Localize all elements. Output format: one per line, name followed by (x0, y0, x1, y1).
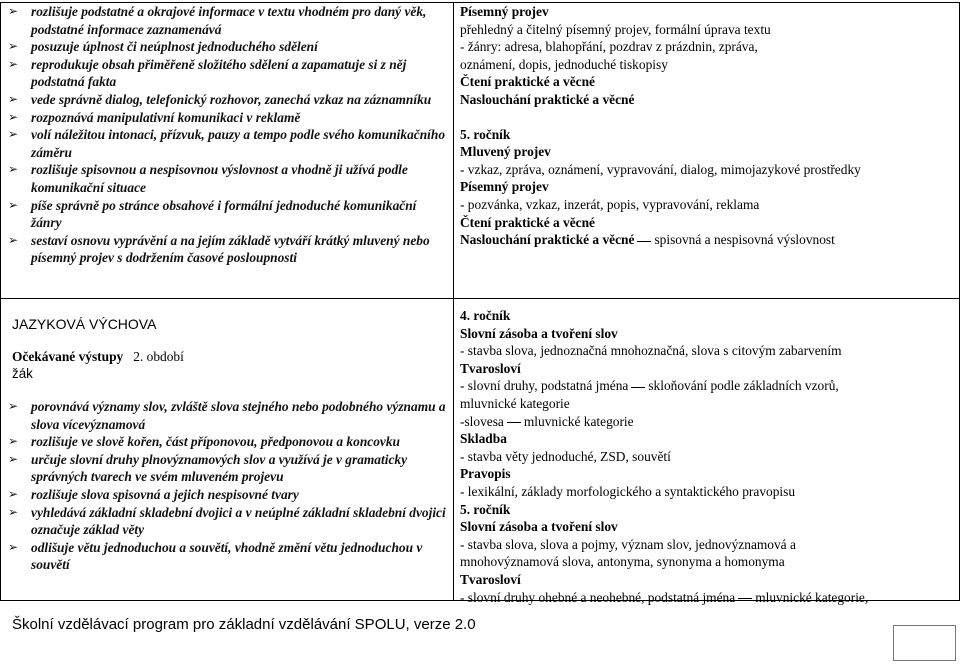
spacer (12, 334, 448, 348)
arrow-bullet-icon: ➢ (8, 504, 19, 519)
list-item: ➢ vede správně dialog, telefonický rozhovor, zanechá vzkaz na záznamníku (8, 91, 432, 107)
heading-naslouchani: Naslouchání praktické a věcné (460, 91, 635, 107)
heading-tvaroslovi-2: Tvarosloví (460, 571, 521, 587)
heading-slovni-zasoba: Slovní zásoba a tvoření slov (460, 325, 618, 341)
left-bottom-list-cell (2, 398, 448, 574)
dash-line (631, 387, 645, 388)
right-bottom-cell (460, 307, 956, 606)
arrow-bullet-icon: ➢ (8, 4, 19, 18)
heading-naslouchani-2: Naslouchání praktické a věcné (460, 232, 635, 248)
list-item: ➢ rozlišuje podstatné a okrajové informace v textu vhodném pro daný věk, podstatné informace zaznamenává (8, 4, 427, 37)
heading-cteni-2: Čtení praktické a věcné (460, 214, 595, 230)
heading-mluveny-projev: Mluvený projev (460, 144, 551, 160)
list-item: ➢ rozpoznává manipulativní komunikaci v reklamě (8, 109, 301, 125)
arrow-bullet-icon: ➢ (8, 486, 19, 501)
arrow-bullet-icon: ➢ (8, 39, 19, 54)
grade-label: 5. ročník (460, 126, 511, 142)
text-line: - stavba věty jednoduché, ZSD, souvětí (460, 448, 671, 464)
dash-line (507, 422, 521, 423)
text-line: mnohovýznamová slova, antonyma, synonyma a homonyma (460, 554, 785, 570)
arrow-bullet-icon: ➢ (8, 197, 19, 212)
tvaroslovi-row: - slovní druhy, podstatná jména skloňování podle základních vzorů, (460, 378, 839, 394)
text-line: spisovná a nespisovná výslovnost (654, 232, 835, 248)
table-row-divider (0, 298, 960, 299)
arrow-bullet-icon: ➢ (8, 127, 19, 142)
text-line: - stavba slova, slova a pojmy, význam slov, jednovýznamová a (460, 536, 796, 552)
arrow-bullet-icon: ➢ (8, 539, 19, 554)
list-item: ➢ určuje slovní druhy plnovýznamových slov a využívá je v gramaticky správných tvarech ve svém mluveném projevu (8, 451, 408, 485)
arrow-bullet-icon: ➢ (8, 399, 19, 413)
text-line: - žánry: adresa, blahopřání, pozdrav z prázdnin, zpráva, (460, 39, 758, 55)
list-item: ➢ posuzuje úplnost či neúplnost jednoduchého sdělení (8, 39, 318, 55)
dash-line (637, 241, 651, 242)
list-item: ➢ volí náležitou intonaci, přízvuk, pauzy a tempo podle svého komunikačního záměru (8, 127, 446, 160)
table-border-left (0, 2, 1, 600)
text-line: - pozvánka, vzkaz, inzerát, popis, vypravování, reklama (460, 196, 760, 212)
pupil-label: žák (12, 366, 33, 382)
list-item: ➢ sestaví osnovu vyprávění a na jejím základě vytváří krátký mluvený nebo písemný projev s dodržením časové posloupnosti (8, 232, 430, 266)
heading-pravopis: Pravopis (460, 466, 511, 482)
right-top-cell (460, 3, 956, 249)
list-item: ➢ odlišuje větu jednoduchou a souvětí, vhodně změní větu jednoduchou v souvětí (8, 539, 423, 573)
tvaroslovi-row-2: -slovesa mluvnické kategorie (460, 413, 634, 429)
list-item: ➢ vyhledává základní skladební dvojici a v neúplné základní skladební dvojici označuje základ věty (8, 504, 446, 538)
list-item: ➢ rozlišuje slova spisovná a jejich nespisovné tvary (8, 486, 299, 502)
text-line: - stavba slova, jednoznačná mnohoznačná, slova s citovým zabarvením (460, 343, 842, 359)
arrow-bullet-icon: ➢ (8, 56, 19, 71)
arrow-bullet-icon: ➢ (8, 162, 19, 177)
text-line: - lexikální, základy morfologického a syntaktického pravopisu (460, 483, 796, 499)
heading-cteni: Čtení praktické a věcné (460, 74, 595, 90)
text-line: mluvnické kategorie (460, 395, 570, 411)
text-line: přehledný a čitelný písemný projev, formální úprava textu (460, 21, 771, 37)
heading-slovni-zasoba-2: Slovní zásoba a tvoření slov (460, 519, 618, 535)
left-top-cell (2, 3, 448, 267)
tvaroslovi2-row: - slovní druhy ohebné a neohebné, podstatná jména mluvnické kategorie, (460, 589, 869, 605)
outcomes-period: 2. období (133, 348, 184, 364)
dash-line (738, 598, 752, 599)
outcomes-label-row (12, 348, 448, 366)
list-item: ➢ rozlišuje spisovnou a nespisovnou výslovnost a vhodně ji užívá podle komunikační situace (8, 162, 408, 195)
heading-skladba: Skladba (460, 431, 507, 447)
grade-label: 5. ročník (460, 501, 511, 517)
list-item: ➢ porovnává významy slov, zvláště slova stejného nebo podobného významu a slova vícevýznamová (8, 399, 446, 432)
list-item: ➢ rozlišuje ve slově kořen, část příponovou, předponovou a koncovku (8, 434, 400, 450)
arrow-bullet-icon: ➢ (8, 434, 19, 449)
left-bottom-cell (12, 316, 448, 383)
grade-label: 4. ročník (460, 308, 511, 323)
heading-pisemny-projev: Písemný projev (460, 4, 549, 19)
arrow-bullet-icon: ➢ (8, 451, 19, 466)
outcomes-list-communication (2, 3, 448, 267)
list-item: ➢ píše správně po stránce obsahové i formální jednoduché komunikační žánry (8, 197, 417, 231)
spacer (460, 109, 956, 126)
arrow-bullet-icon: ➢ (8, 109, 19, 124)
page-footer: Školní vzdělávací program pro základní vzdělávání SPOLU, verze 2.0 (12, 616, 476, 633)
text-line: - vzkaz, zpráva, oznámení, vypravování, dialog, mimojazykové prostředky (460, 161, 861, 177)
corner-box (893, 625, 956, 661)
arrow-bullet-icon: ➢ (8, 232, 19, 247)
outcomes-list-language (2, 398, 448, 574)
outcomes-label: Očekávané výstupy (12, 348, 124, 364)
arrow-bullet-icon: ➢ (8, 91, 19, 106)
list-item: ➢ reprodukuje obsah přiměřeně složitého sdělení a zapamatuje si z něj podstatná fakta (8, 56, 407, 90)
table-column-divider (453, 2, 454, 600)
naslouchani-row (460, 231, 956, 249)
heading-tvaroslovi: Tvarosloví (460, 360, 521, 376)
text-line: oznámení, dopis, jednoduché tiskopisy (460, 56, 668, 72)
heading-pisemny-projev-2: Písemný projev (460, 179, 549, 195)
section-title: JAZYKOVÁ VÝCHOVA (12, 316, 157, 332)
